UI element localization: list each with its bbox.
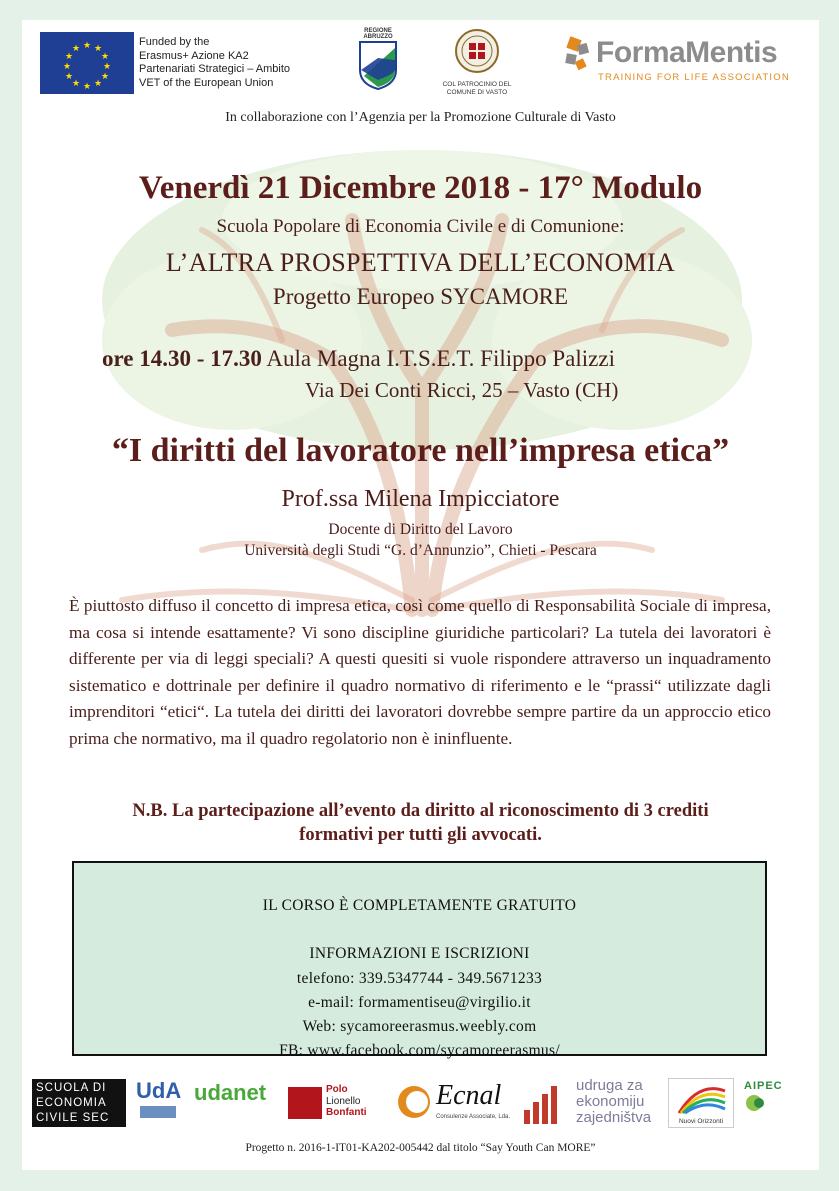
regione-abruzzo-logo xyxy=(355,28,401,95)
svg-text:★: ★ xyxy=(62,62,72,72)
speaker-name: Prof.ssa Milena Impicciatore xyxy=(281,486,560,512)
project-name: Progetto Europeo SYCAMORE xyxy=(272,284,569,309)
udruga-line: udruga za xyxy=(576,1077,643,1094)
sec-logo xyxy=(32,1079,126,1127)
aipec-logo xyxy=(744,1080,804,1119)
eu-flag-logo xyxy=(40,32,134,94)
udruga-line: zajedništva xyxy=(576,1109,652,1126)
event-date-heading: Venerdì 21 Dicembre 2018 - 17° Modulo xyxy=(138,170,703,206)
speaker-university: Università degli Studi “G. d’Annunzio”, Chieti - Pescara xyxy=(244,542,597,559)
svg-text:★: ★ xyxy=(64,52,74,62)
collaboration-text: In collaborazione con l’Agenzia per la Promozione Culturale di Vasto xyxy=(225,110,616,125)
uda-logo xyxy=(136,1078,181,1120)
sec-line: SCUOLA DI xyxy=(36,1082,107,1094)
polo-line: Polo xyxy=(326,1084,348,1095)
nb-line: N.B. La partecipazione all’evento da diritto al riconoscimento di 3 crediti xyxy=(132,801,709,821)
contact-phone: telefono: 339.5347744 - 349.5671233 xyxy=(296,970,543,987)
svg-text:★: ★ xyxy=(71,44,81,54)
svg-text:★: ★ xyxy=(102,62,112,72)
event-venue: Aula Magna I.T.S.E.T. Filippo Palizzi xyxy=(266,346,615,371)
school-name: Scuola Popolare di Economia Civile e di Comunione: xyxy=(216,216,625,237)
info-heading: INFORMAZIONI E ISCRIZIONI xyxy=(309,945,530,962)
eu-text-line: Funded by the xyxy=(139,36,210,48)
comune-vasto-logo xyxy=(432,28,522,97)
eu-text-line: Erasmus+ Azione KA2 xyxy=(139,49,249,62)
eu-funding-text xyxy=(139,36,290,90)
polo-bonfanti-logo xyxy=(326,1084,367,1119)
time-venue-line xyxy=(102,346,615,372)
contact-email[interactable]: e-mail: formamentiseu@virgilio.it xyxy=(308,994,531,1011)
svg-text:★: ★ xyxy=(82,82,92,92)
svg-text:★: ★ xyxy=(100,72,110,82)
udanet-label: udanet xyxy=(194,1080,267,1105)
vasto-label: COL PATROCINIO DEL xyxy=(442,81,512,88)
eu-text-line: Partenariati Strategici – Ambito xyxy=(139,63,291,75)
svg-text:★: ★ xyxy=(64,72,74,82)
svg-text:★: ★ xyxy=(82,41,92,51)
svg-text:★: ★ xyxy=(93,79,103,89)
svg-text:★: ★ xyxy=(100,52,110,62)
udanet-logo xyxy=(194,1080,266,1106)
aipec-label: AIPEC xyxy=(744,1080,783,1092)
udruga-logo xyxy=(576,1078,651,1126)
free-course-text: IL CORSO È COMPLETAMENTE GRATUITO xyxy=(262,897,577,914)
contact-facebook[interactable]: FB: www.facebook.com/sycamoreerasmus/ xyxy=(279,1042,560,1059)
nb-line: formativi per tutti gli avvocati. xyxy=(299,825,542,845)
project-footer: Progetto n. 2016-1-IT01-KA202-005442 dal titolo “Say Youth Can MORE” xyxy=(245,1142,596,1154)
formamentis-name: FormaMentis xyxy=(596,36,778,69)
polo-emblem-icon xyxy=(288,1087,322,1119)
polo-line: Bonfanti xyxy=(326,1107,367,1118)
nuovi-orizzonti-logo xyxy=(668,1078,734,1128)
svg-text:★: ★ xyxy=(71,79,81,89)
event-address: Via Dei Conti Ricci, 25 – Vasto (CH) xyxy=(305,378,619,402)
event-time: 14.30 - 17.30 xyxy=(139,346,262,371)
vasto-label: COMUNE DI VASTO xyxy=(446,89,508,96)
ecnal-label: Ecnal xyxy=(436,1080,502,1111)
speaker-role: Docente di Diritto del Lavoro xyxy=(328,521,513,538)
contact-website[interactable]: Web: sycamoreerasmus.weebly.com xyxy=(302,1018,537,1035)
ecnal-subtitle: Consulenze Associate, Lda. xyxy=(436,1114,511,1120)
formamentis-tagline: TRAINING FOR LIFE ASSOCIATION xyxy=(598,72,790,83)
nuovi-label: Nuovi Orizzonti xyxy=(678,1118,724,1125)
abruzzo-label: REGIONE ABRUZZO xyxy=(363,28,393,40)
time-prefix: ore xyxy=(102,346,134,371)
ecnal-logo xyxy=(394,1080,514,1126)
nb-note xyxy=(22,799,819,847)
udruga-line: ekonomiju xyxy=(576,1093,645,1110)
event-description: È piuttosto diffuso il concetto di impresa etica, così come quello di Responsabilità Sociale di impresa, ma cosa si intende esattamente? Vi sono discipline giuridiche particolari? La tutela dei lavoratori è differente per via di leggi speciali? A questi quesiti si vuole rispondere attraverso un inquadramento sistematico e dottrinale per definire il quadro normativo di riferimento e le “prassi“ utilizzate dagli imprenditori “etici“. La tutela dei diritti dei lavoratori dovrebbe sempre partire da un approccio etico prima che normativo, ma il quadro regolatorio non è ininfluente. xyxy=(69,596,771,748)
sec-line: CIVILE SEC xyxy=(36,1112,110,1124)
poster-sheet xyxy=(22,20,819,1170)
event-subtitle: L’ALTRA PROSPETTIVA DELL’ECONOMIA xyxy=(165,248,676,277)
polo-line: Lionello xyxy=(326,1095,361,1107)
sec-line: ECONOMIA xyxy=(36,1097,107,1109)
eu-text-line: VET of the European Union xyxy=(139,76,274,89)
info-box xyxy=(72,861,767,1059)
bar-chart-logo-icon xyxy=(522,1082,562,1126)
uda-label: UdA xyxy=(136,1078,182,1103)
svg-text:★: ★ xyxy=(93,44,103,54)
lecture-title: “I diritti del lavoratore nell’impresa etica” xyxy=(111,432,730,469)
